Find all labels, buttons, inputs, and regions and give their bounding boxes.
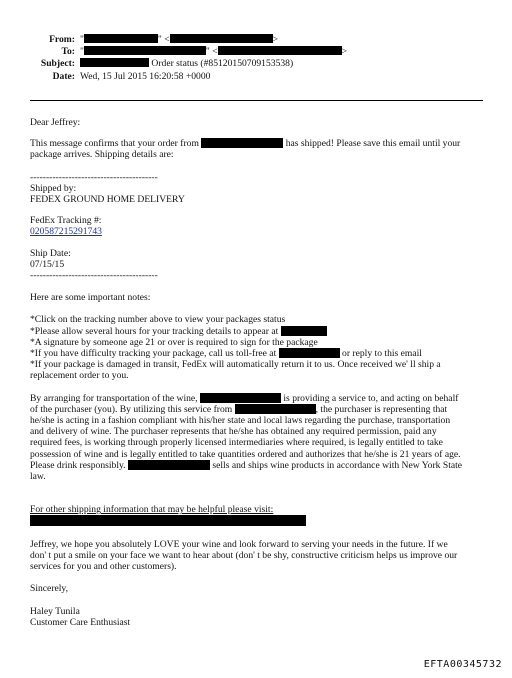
confirm-line-2: package arrives. Shipping details are:: [30, 149, 174, 161]
header-divider: [30, 100, 483, 101]
from-value: [80, 34, 278, 46]
other-info-line: For other shipping information that may be helpful please visit:: [30, 504, 274, 516]
transport-line-1: By arranging for transportation of the wine, is providing a service to, and acting on behalf: [30, 392, 459, 404]
redaction: [80, 58, 149, 67]
redaction: [279, 348, 340, 358]
subject-label: Subject:: [40, 58, 75, 69]
redaction: [128, 460, 210, 470]
transport-line-7: Please drink responsibly. sells and ships wine products in accordance with New York State: [30, 459, 463, 471]
to-label: To:: [61, 46, 75, 57]
subject-value: [80, 58, 293, 70]
tracking-label: FedEx Tracking #:: [30, 215, 102, 227]
from-mid: " <: [157, 34, 170, 45]
from-quote: ": [80, 34, 84, 45]
to-end: >: [341, 46, 348, 57]
redaction: [201, 138, 283, 148]
redaction: [281, 326, 327, 336]
to-mid: " <: [205, 46, 218, 57]
from-label: From:: [49, 34, 75, 45]
closing-line-1: Jeffrey, we hope you absolutely LOVE your wine and look forward to serving your needs in the future. If we: [30, 538, 448, 550]
tracking-number-link[interactable]: 020587215291743: [30, 226, 102, 238]
subject-text: Order status (#85120150709153538): [151, 58, 294, 69]
transport-line-4: and delivery of wine. The purchaser represents that he/she has obtained any required permission, paid any: [30, 426, 437, 438]
dash-line: ----------------------------------------: [30, 171, 158, 183]
email-header: [0, 0, 512, 95]
redaction-link[interactable]: [30, 515, 306, 526]
sincerely: Sincerely,: [30, 583, 69, 595]
ship-date-value: 07/15/15: [30, 258, 65, 270]
transport-line-8: law.: [30, 471, 46, 483]
document-id: EFTA00345732: [423, 659, 502, 670]
transport-line-3: he/she is acting in a fashion compliant with his/her state and local laws regarding the purchase, transportation: [30, 415, 451, 427]
ship-date-label: Ship Date:: [30, 247, 71, 259]
transport-line-6: possession of wine and is legally entitled to take quantities ordered and authorizes that he/she is 21 years of age.: [30, 448, 461, 460]
closing-line-2: don' t put a smile on your face we want to hear about (don' t be shy, constructive criticism helps us improve our: [30, 549, 458, 561]
shipped-by-label: Shipped by:: [30, 182, 77, 194]
redaction: [84, 34, 158, 43]
transport-line-2: of the purchaser (you). By utilizing this service from , the purchaser is representing that: [30, 403, 448, 415]
email-body: [30, 117, 486, 628]
redaction: [84, 46, 206, 55]
redaction: [170, 34, 273, 43]
date-label: Date:: [52, 71, 75, 82]
greeting: Dear Jeffrey:: [30, 117, 81, 128]
redaction: [218, 46, 342, 55]
closing-line-3: services for you and other customers).: [30, 561, 177, 573]
note-2: *Please allow several hours for your tracking details to appear at: [30, 326, 486, 337]
to-value: [80, 46, 347, 58]
note-5: *If your package is damaged in transit, FedEx will automatically return it to us. Once received we' ll ship a: [30, 359, 441, 371]
note-4: *If you have difficulty tracking your package, call us toll-free at or reply to this email: [30, 348, 422, 360]
signer-name: Haley Tunila: [30, 605, 80, 617]
confirm-line-1: This message confirms that your order from has shipped! Please save this email until your: [30, 138, 461, 150]
note-1: *Click on the tracking number above to view your packages status: [30, 314, 286, 326]
from-end: >: [272, 34, 279, 45]
note-5-cont: replacement order to you.: [30, 370, 129, 382]
redaction: [235, 404, 316, 414]
dash-line: ----------------------------------------: [30, 270, 158, 282]
to-quote: ": [80, 46, 84, 57]
shipped-by-value: FEDEX GROUND HOME DELIVERY: [30, 194, 185, 206]
transport-line-5: required fees, is working through properly licensed intermediaries where required, is legally entitled to take: [30, 437, 443, 449]
signer-title: Customer Care Enthusiast: [30, 616, 131, 628]
date-value: Wed, 15 Jul 2015 16:20:58 +0000: [80, 71, 211, 82]
note-3: *A signature by someone age 21 or over is required to sign for the package: [30, 336, 318, 348]
redaction: [200, 393, 281, 403]
notes-intro: Here are some important notes:: [30, 292, 151, 304]
